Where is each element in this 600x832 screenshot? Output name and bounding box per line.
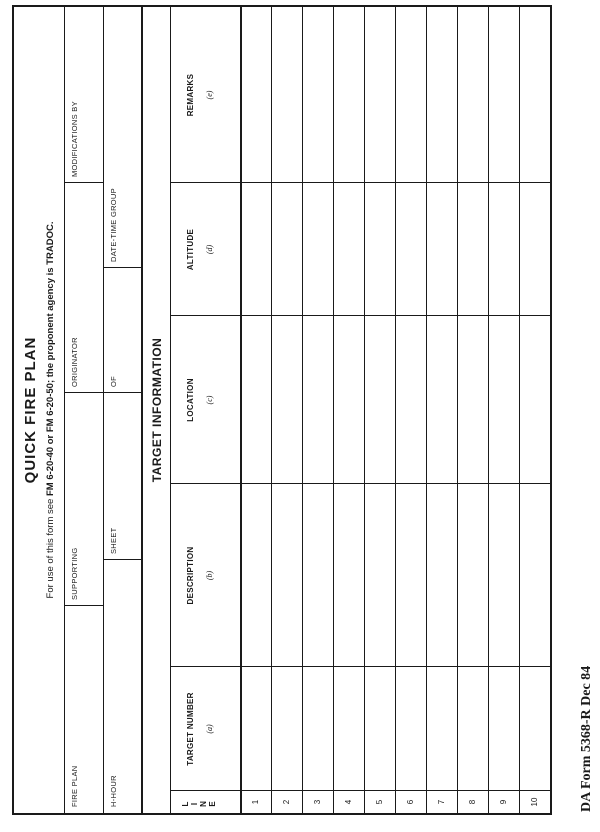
form-subtitle <box>45 7 56 813</box>
altitude-cell[interactable] <box>271 183 302 316</box>
description-cell[interactable] <box>426 484 457 667</box>
supporting-field[interactable]: SUPPORTING <box>70 547 79 600</box>
target-number-cell[interactable] <box>364 667 395 791</box>
target-number-cell[interactable] <box>488 667 519 791</box>
table-row <box>364 7 395 813</box>
altitude-cell[interactable] <box>240 183 271 316</box>
description-cell[interactable] <box>271 484 302 667</box>
target-information-heading: TARGET INFORMATION <box>150 337 164 483</box>
remarks-header: REMARKS (e) <box>186 73 214 117</box>
row-number: 7 <box>437 799 446 805</box>
header-bottom-rule <box>141 7 143 813</box>
row-number: 2 <box>282 799 291 805</box>
divider <box>103 392 141 393</box>
table-row <box>395 7 426 813</box>
h-hour-field[interactable]: H-HOUR <box>109 775 118 807</box>
location-cell[interactable] <box>488 316 519 484</box>
target-number-cell[interactable] <box>240 667 271 791</box>
divider <box>64 392 103 393</box>
location-cell[interactable] <box>519 316 550 484</box>
table-row <box>457 7 488 813</box>
row-number: 10 <box>530 797 539 807</box>
remarks-cell[interactable] <box>364 7 395 183</box>
table-row <box>333 7 364 813</box>
target-number-cell[interactable] <box>271 667 302 791</box>
description-cell[interactable] <box>333 484 364 667</box>
remarks-cell[interactable] <box>457 7 488 183</box>
location-cell[interactable] <box>302 316 333 484</box>
altitude-cell[interactable] <box>426 183 457 316</box>
description-cell[interactable] <box>240 484 271 667</box>
altitude-header: ALTITUDE (d) <box>186 228 214 271</box>
target-number-cell[interactable] <box>395 667 426 791</box>
location-cell[interactable] <box>457 316 488 484</box>
fire-plan-field[interactable]: FIRE PLAN <box>70 765 79 807</box>
altitude-cell[interactable] <box>395 183 426 316</box>
remarks-cell[interactable] <box>519 7 550 183</box>
header-mid-rule <box>103 7 104 813</box>
location-cell[interactable] <box>364 316 395 484</box>
altitude-cell[interactable] <box>302 183 333 316</box>
altitude-cell[interactable] <box>364 183 395 316</box>
table-row <box>519 7 550 813</box>
divider <box>103 559 141 560</box>
target-number-cell[interactable] <box>519 667 550 791</box>
row-number: 5 <box>375 799 384 805</box>
altitude-cell[interactable] <box>457 183 488 316</box>
description-cell[interactable] <box>302 484 333 667</box>
header-top-rule <box>64 7 65 813</box>
line-column-header: L I N E <box>181 801 217 807</box>
description-cell[interactable] <box>364 484 395 667</box>
location-cell[interactable] <box>395 316 426 484</box>
row-number: 3 <box>313 799 322 805</box>
description-header: DESCRIPTION (b) <box>186 546 214 605</box>
form-identifier: DA Form 5368-R Dec 84 <box>579 665 594 812</box>
row-number: 1 <box>251 799 260 805</box>
description-cell[interactable] <box>395 484 426 667</box>
description-cell[interactable] <box>457 484 488 667</box>
divider <box>64 605 103 606</box>
table-row <box>271 7 302 813</box>
form-title: QUICK FIRE PLAN <box>22 336 39 484</box>
row-number: 4 <box>344 799 353 805</box>
remarks-cell[interactable] <box>240 7 271 183</box>
remarks-cell[interactable] <box>395 7 426 183</box>
divider <box>103 267 141 268</box>
location-cell[interactable] <box>240 316 271 484</box>
date-time-group-field[interactable]: DATE-TIME GROUP <box>109 188 118 262</box>
location-cell[interactable] <box>333 316 364 484</box>
table-row <box>426 7 457 813</box>
sheet-field[interactable]: SHEET <box>109 527 118 554</box>
target-number-cell[interactable] <box>302 667 333 791</box>
of-field[interactable]: OF <box>109 375 118 387</box>
description-cell[interactable] <box>488 484 519 667</box>
target-number-header: TARGET NUMBER (a) <box>186 692 214 766</box>
altitude-cell[interactable] <box>519 183 550 316</box>
target-number-cell[interactable] <box>426 667 457 791</box>
table-top-rule <box>170 7 171 813</box>
altitude-cell[interactable] <box>488 183 519 316</box>
row-number: 9 <box>499 799 508 805</box>
subtitle-references: FM 6-20-40 or FM 6-20-50; the proponent agency is TRADOC. <box>45 221 56 497</box>
row-number: 8 <box>468 799 477 805</box>
remarks-cell[interactable] <box>333 7 364 183</box>
description-cell[interactable] <box>519 484 550 667</box>
remarks-cell[interactable] <box>426 7 457 183</box>
location-cell[interactable] <box>271 316 302 484</box>
quick-fire-plan-form <box>12 5 552 815</box>
remarks-cell[interactable] <box>488 7 519 183</box>
table-row <box>240 7 271 813</box>
altitude-cell[interactable] <box>333 183 364 316</box>
location-cell[interactable] <box>426 316 457 484</box>
target-number-cell[interactable] <box>333 667 364 791</box>
table-row <box>488 7 519 813</box>
modifications-by-field[interactable]: MODIFICATIONS BY <box>70 101 79 177</box>
row-number: 6 <box>406 799 415 805</box>
target-number-cell[interactable] <box>457 667 488 791</box>
divider <box>64 182 103 183</box>
location-header: LOCATION (c) <box>186 378 214 422</box>
remarks-cell[interactable] <box>271 7 302 183</box>
originator-field[interactable]: ORIGINATOR <box>70 337 79 387</box>
subtitle-prefix: For use of this form see <box>45 498 56 599</box>
table-row <box>302 7 333 813</box>
remarks-cell[interactable] <box>302 7 333 183</box>
